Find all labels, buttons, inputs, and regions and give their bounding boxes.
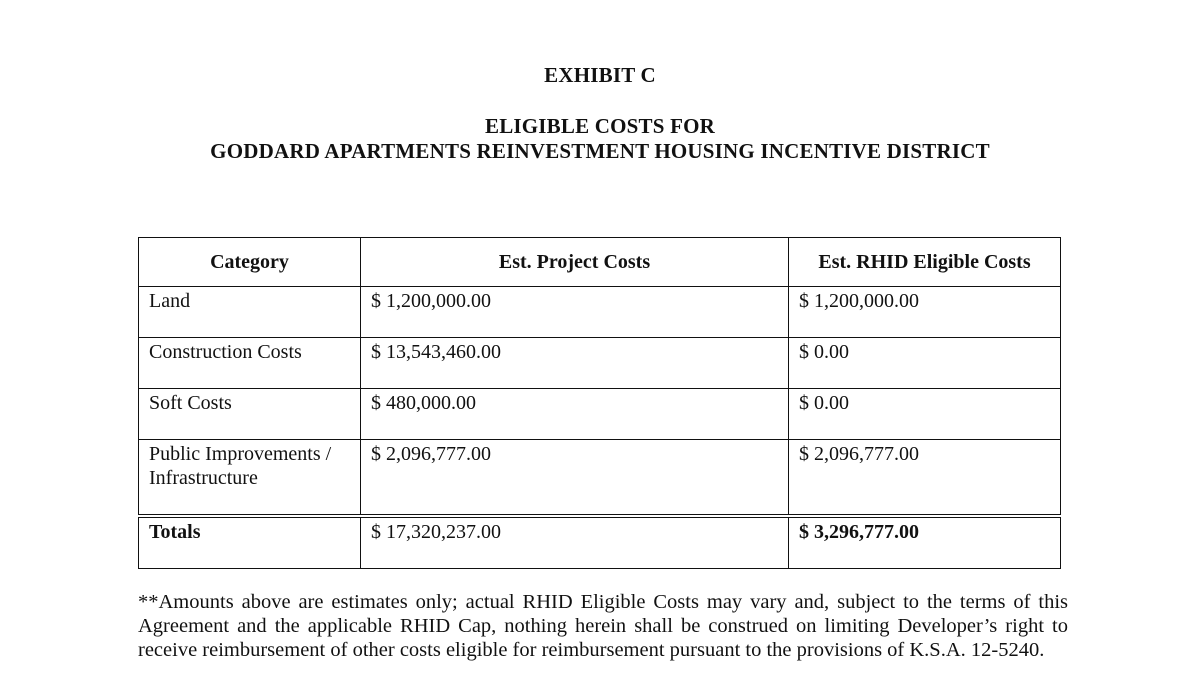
table-row [139, 338, 1061, 389]
heading-line-2: GODDARD APARTMENTS REINVESTMENT HOUSING INCENTIVE DISTRICT [210, 139, 990, 163]
totals-row [139, 516, 1061, 569]
row-category: Construction Costs [139, 338, 361, 389]
totals-label: Totals [139, 516, 361, 569]
row-eligible-cost: $ 1,200,000.00 [789, 287, 1061, 338]
header-category: Category [139, 238, 361, 287]
row-project-cost: $ 480,000.00 [361, 389, 789, 440]
table-row [139, 287, 1061, 338]
totals-project-cost: $ 17,320,237.00 [361, 516, 789, 569]
exhibit-title: EXHIBIT C [544, 63, 656, 87]
table-row [139, 440, 1061, 517]
row-category: Public Improvements / Infrastructure [139, 440, 361, 517]
eligible-costs-table [138, 237, 1061, 569]
row-eligible-cost: $ 2,096,777.00 [789, 440, 1061, 517]
row-project-cost: $ 2,096,777.00 [361, 440, 789, 517]
header-project-costs: Est. Project Costs [361, 238, 789, 287]
row-category: Land [139, 287, 361, 338]
footnote: **Amounts above are estimates only; actual RHID Eligible Costs may vary and, subject to the terms of this Agreement and the applicable RHID Cap, nothing herein shall be construed on limiting Developer’s right to receive reimbursement of other costs eligible for reimbursement pursuant to the provisions of K.S.A. 12-5240. [138, 591, 1068, 661]
table-row [139, 389, 1061, 440]
row-project-cost: $ 13,543,460.00 [361, 338, 789, 389]
heading-line-1: ELIGIBLE COSTS FOR [484, 114, 715, 138]
row-eligible-cost: $ 0.00 [789, 389, 1061, 440]
table-header-row [139, 238, 1061, 287]
totals-eligible-cost: $ 3,296,777.00 [789, 516, 1061, 569]
header-eligible-costs: Est. RHID Eligible Costs [789, 238, 1061, 287]
row-eligible-cost: $ 0.00 [789, 338, 1061, 389]
row-category: Soft Costs [139, 389, 361, 440]
row-project-cost: $ 1,200,000.00 [361, 287, 789, 338]
